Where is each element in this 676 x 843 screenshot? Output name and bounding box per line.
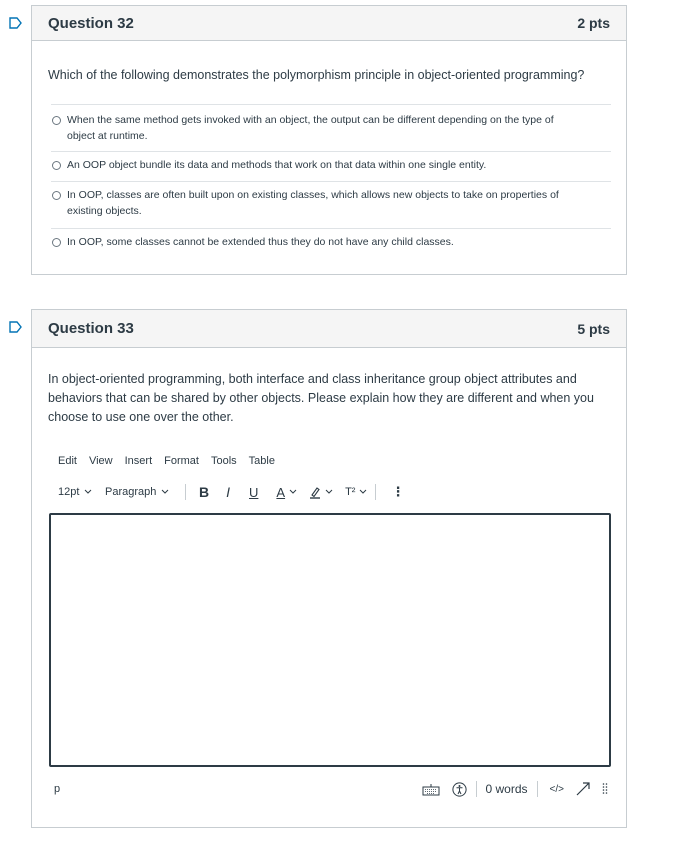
- underline-button[interactable]: U: [249, 484, 259, 500]
- answer-text: In OOP, some classes cannot be extended thus they do not have any child classes.: [67, 236, 454, 248]
- question-32-prompt: Which of the following demonstrates the polymorphism principle in object-oriented programming?: [48, 68, 585, 82]
- question-32-answers: [51, 104, 611, 258]
- question-33-header: [32, 310, 626, 348]
- font-size-select[interactable]: [58, 486, 105, 498]
- radio-button[interactable]: [52, 238, 61, 247]
- toolbar-divider: [185, 484, 186, 500]
- highlight-color-button[interactable]: [309, 486, 333, 499]
- menu-table[interactable]: Table: [248, 455, 275, 467]
- bold-button[interactable]: B: [199, 484, 210, 500]
- statusbar-divider: [476, 781, 477, 797]
- font-size-value: 12pt: [58, 486, 80, 498]
- editor-menubar: [58, 455, 287, 467]
- resize-handle-icon[interactable]: [602, 782, 608, 796]
- toolbar-divider: [375, 484, 376, 500]
- flag-question-icon[interactable]: [9, 321, 22, 333]
- radio-button[interactable]: [52, 161, 61, 170]
- chevron-down-icon: [359, 489, 367, 495]
- answer-text: An OOP object bundle its data and methods that work on that data within one single entity.: [67, 159, 487, 171]
- keyboard-icon[interactable]: [422, 783, 440, 796]
- question-32-points: 2 pts: [577, 15, 610, 31]
- highlighter-icon: [309, 486, 321, 499]
- element-path[interactable]: p: [54, 783, 61, 795]
- editor-statusbar: [54, 779, 608, 799]
- question-33-prompt: [48, 370, 594, 427]
- block-format-select[interactable]: [105, 486, 185, 498]
- menu-format[interactable]: Format: [164, 455, 199, 467]
- answer-text: In OOP, classes are often built upon on existing classes, which allows new objects to take on properties of: [67, 189, 559, 201]
- chevron-down-icon: [289, 489, 297, 495]
- answer-text-cont: existing objects.: [67, 205, 142, 217]
- answer-option[interactable]: [51, 228, 611, 258]
- answer-option[interactable]: [51, 104, 611, 151]
- radio-button[interactable]: [52, 191, 61, 200]
- fullscreen-icon[interactable]: [575, 781, 591, 797]
- answer-text-cont: object at runtime.: [67, 130, 148, 142]
- superscript-icon: T²: [345, 486, 356, 498]
- question-32-card: [31, 5, 627, 275]
- italic-button[interactable]: I: [226, 484, 231, 500]
- menu-tools[interactable]: Tools: [210, 455, 237, 467]
- essay-answer-editor[interactable]: [49, 513, 611, 767]
- answer-option[interactable]: [51, 151, 611, 181]
- chevron-down-icon: [325, 489, 333, 495]
- menu-view[interactable]: View: [88, 455, 113, 467]
- question-32-header: [32, 6, 626, 41]
- text-color-icon: A: [276, 484, 286, 500]
- answer-text: When the same method gets invoked with an object, the output can be different depending on the type of: [67, 114, 554, 126]
- accessibility-icon[interactable]: [452, 782, 467, 797]
- html-editor-toggle[interactable]: </>: [549, 783, 564, 795]
- menu-edit[interactable]: Edit: [58, 455, 77, 467]
- question-33-points: 5 pts: [577, 320, 610, 337]
- prompt-line: behaviors that can be shared by other objects. Please explain how they are different and when you: [48, 391, 594, 405]
- word-count: 0 words: [485, 782, 528, 796]
- statusbar-divider: [537, 781, 538, 797]
- question-32-title: Question 32: [48, 14, 134, 32]
- chevron-down-icon: [84, 489, 92, 495]
- radio-button[interactable]: [52, 116, 61, 125]
- editor-toolbar: [58, 483, 404, 501]
- question-33-card: [31, 309, 627, 828]
- superscript-button[interactable]: [345, 486, 367, 498]
- answer-option[interactable]: [51, 181, 611, 228]
- chevron-down-icon: [161, 489, 169, 495]
- text-color-button[interactable]: [276, 485, 297, 500]
- question-33-title: Question 33: [48, 320, 134, 337]
- prompt-line: choose to use one over the other.: [48, 410, 234, 424]
- prompt-line: In object-oriented programming, both interface and class inheritance group object attributes and: [48, 372, 577, 386]
- more-options-button[interactable]: ⋮: [391, 484, 405, 499]
- block-format-value: Paragraph: [105, 486, 157, 498]
- menu-insert[interactable]: Insert: [124, 455, 153, 467]
- flag-question-icon[interactable]: [9, 17, 22, 29]
